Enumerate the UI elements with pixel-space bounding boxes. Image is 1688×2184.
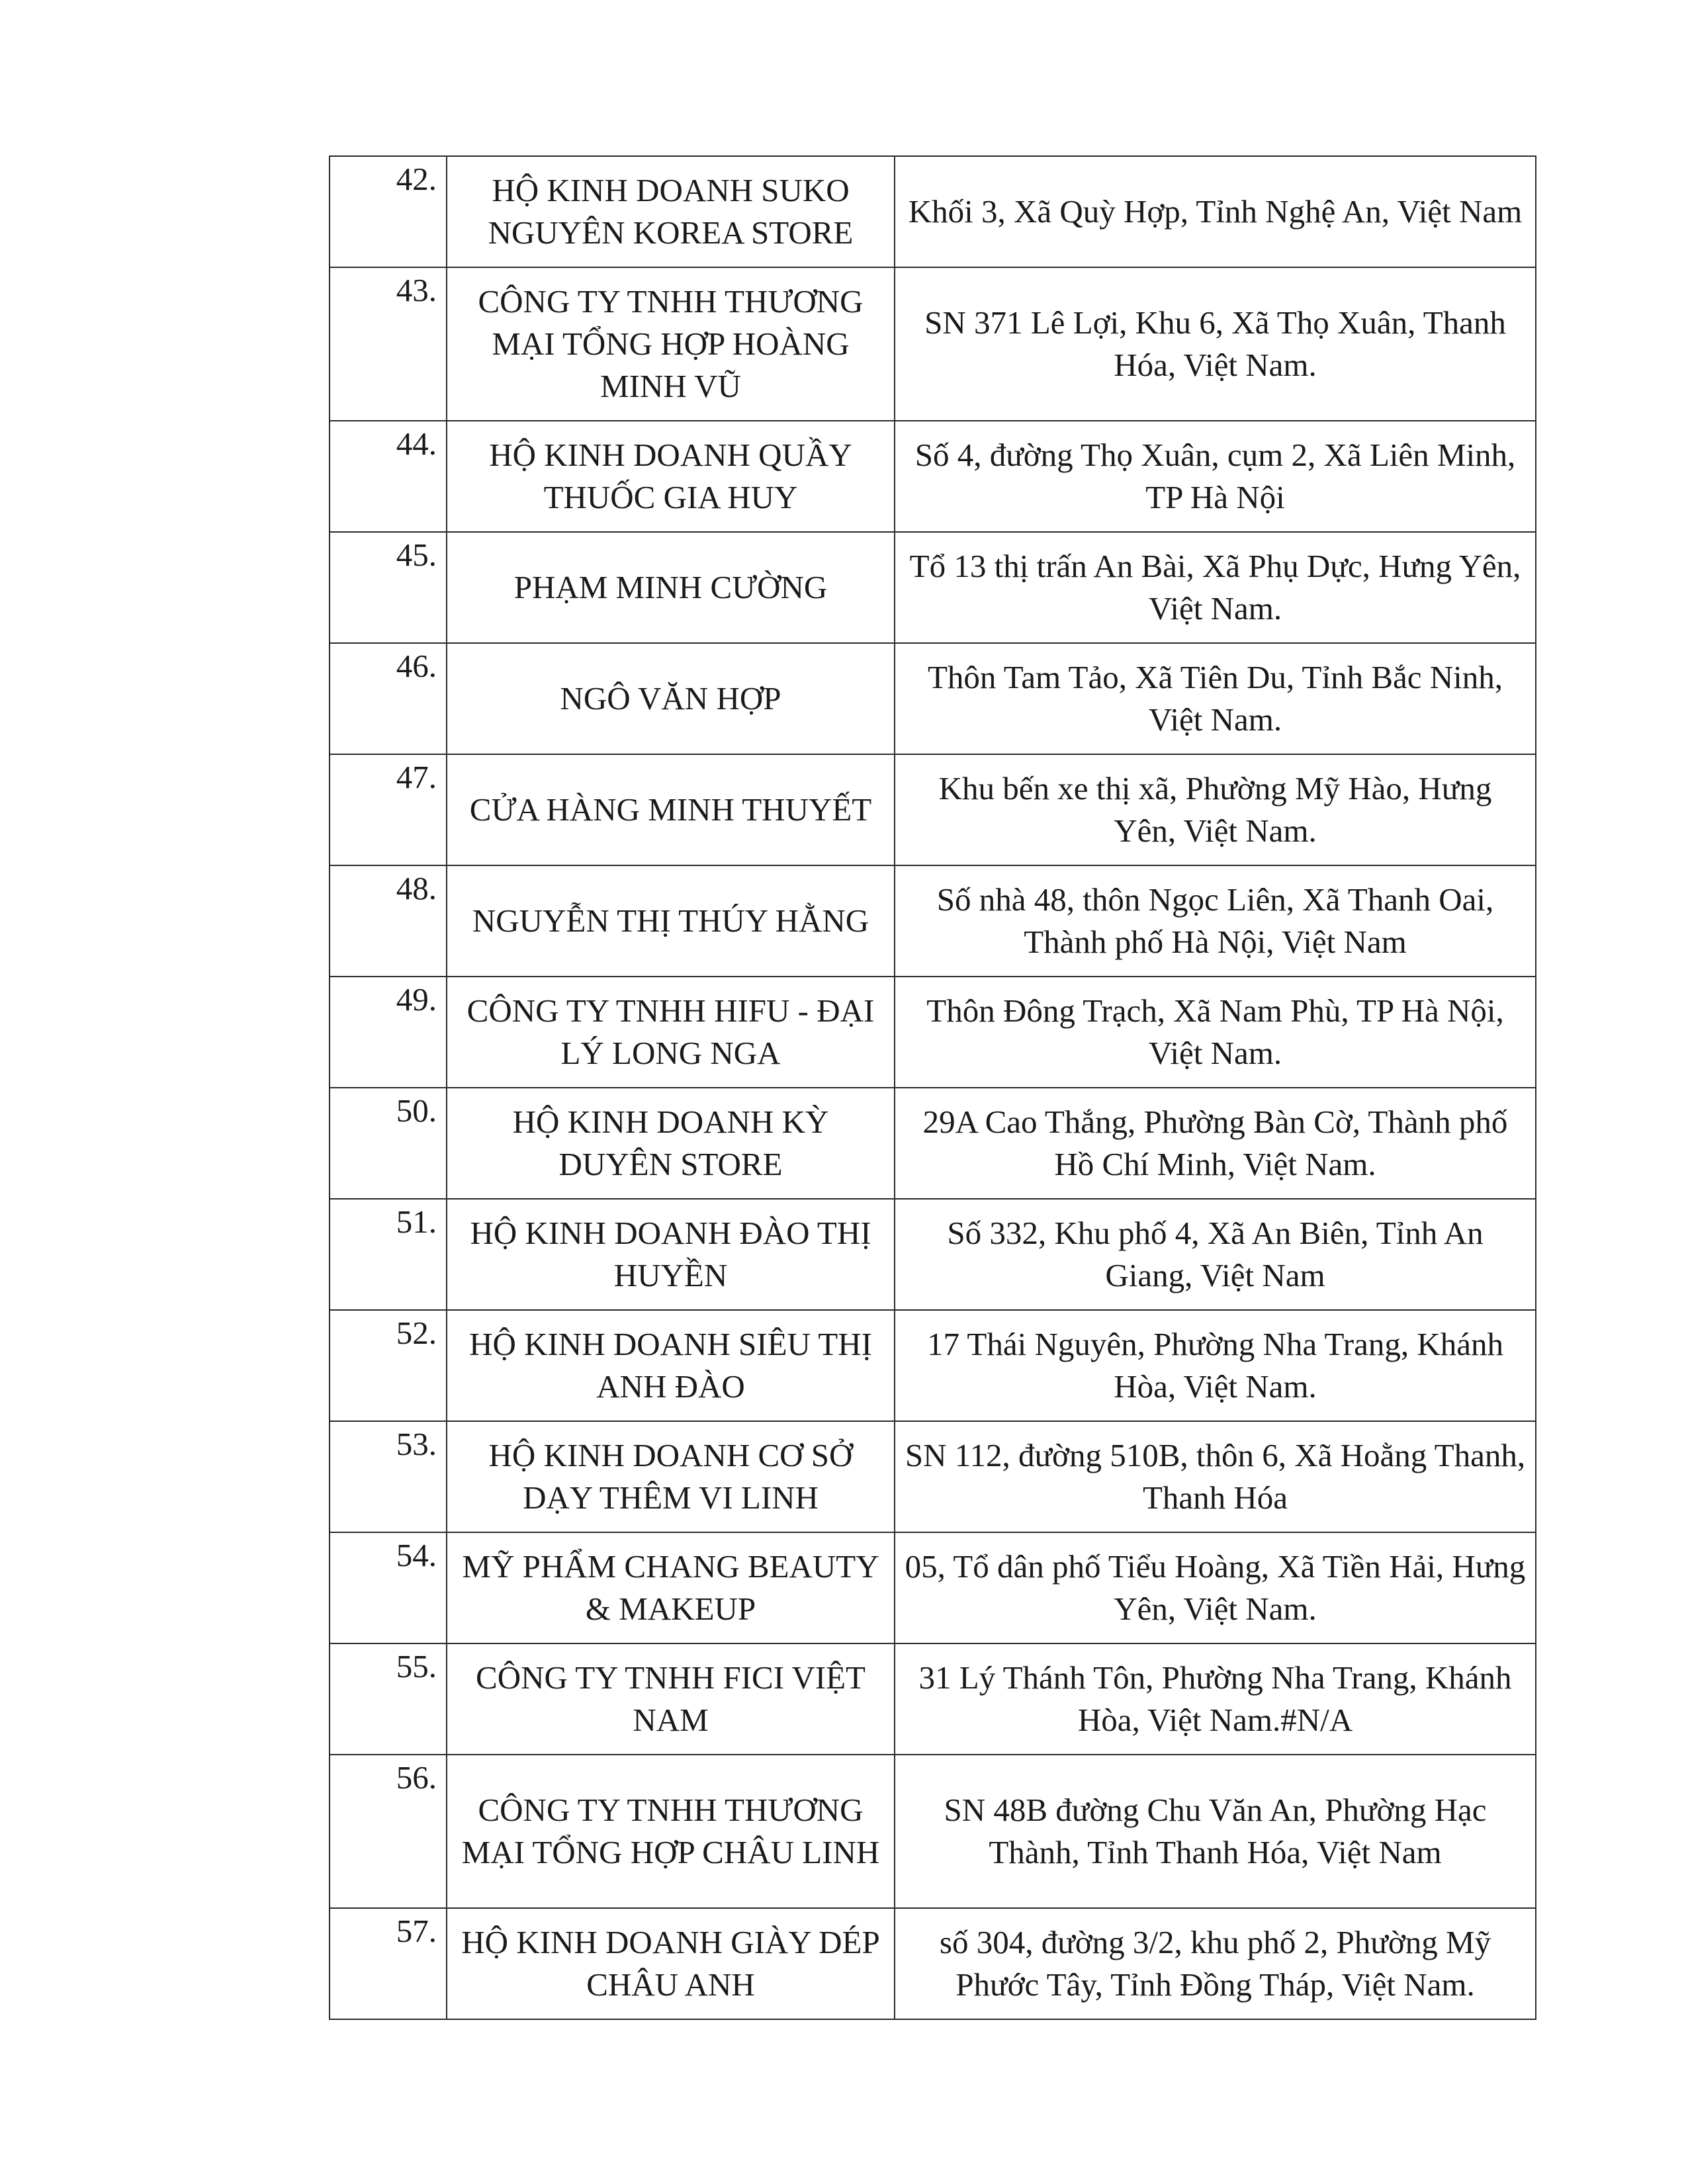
- table-row: [330, 643, 1536, 754]
- business-name: MỸ PHẨM CHANG BEAUTY & MAKEUP: [447, 1532, 895, 1643]
- table-row: [330, 267, 1536, 421]
- row-number: 52.: [330, 1310, 447, 1421]
- table-row: [330, 1199, 1536, 1310]
- business-address: Thôn Đông Trạch, Xã Nam Phù, TP Hà Nội, Việt Nam.: [895, 977, 1536, 1088]
- business-address: 29A Cao Thắng, Phường Bàn Cờ, Thành phố Hồ Chí Minh, Việt Nam.: [895, 1088, 1536, 1199]
- business-address: số 304, đường 3/2, khu phố 2, Phường Mỹ Phước Tây, Tỉnh Đồng Tháp, Việt Nam.: [895, 1908, 1536, 2019]
- business-address: 17 Thái Nguyên, Phường Nha Trang, Khánh Hòa, Việt Nam.: [895, 1310, 1536, 1421]
- row-number: 42.: [330, 156, 447, 267]
- table-row: [330, 865, 1536, 977]
- row-number: 57.: [330, 1908, 447, 2019]
- business-address: Số nhà 48, thôn Ngọc Liên, Xã Thanh Oai, Thành phố Hà Nội, Việt Nam: [895, 865, 1536, 977]
- business-name: HỘ KINH DOANH KỲ DUYÊN STORE: [447, 1088, 895, 1199]
- business-name: CỬA HÀNG MINH THUYẾT: [447, 754, 895, 865]
- business-address: Khối 3, Xã Quỳ Hợp, Tỉnh Nghệ An, Việt Nam: [895, 156, 1536, 267]
- table-row: [330, 421, 1536, 532]
- business-name: HỘ KINH DOANH CƠ SỞ DẠY THÊM VI LINH: [447, 1421, 895, 1532]
- business-address: SN 371 Lê Lợi, Khu 6, Xã Thọ Xuân, Thanh Hóa, Việt Nam.: [895, 267, 1536, 421]
- row-number: 46.: [330, 643, 447, 754]
- table-row: [330, 1643, 1536, 1755]
- business-address: Tổ 13 thị trấn An Bài, Xã Phụ Dực, Hưng Yên, Việt Nam.: [895, 532, 1536, 643]
- entity-table: [329, 155, 1536, 2020]
- business-name: HỘ KINH DOANH SUKO NGUYÊN KOREA STORE: [447, 156, 895, 267]
- row-number: 45.: [330, 532, 447, 643]
- business-name: HỘ KINH DOANH SIÊU THỊ ANH ĐÀO: [447, 1310, 895, 1421]
- business-address: Số 4, đường Thọ Xuân, cụm 2, Xã Liên Minh, TP Hà Nội: [895, 421, 1536, 532]
- row-number: 49.: [330, 977, 447, 1088]
- row-number: 48.: [330, 865, 447, 977]
- row-number: 51.: [330, 1199, 447, 1310]
- business-address: 05, Tổ dân phố Tiểu Hoàng, Xã Tiền Hải, Hưng Yên, Việt Nam.: [895, 1532, 1536, 1643]
- row-number: 47.: [330, 754, 447, 865]
- business-name: CÔNG TY TNHH THƯƠNG MẠI TỔNG HỢP HOÀNG MINH VŨ: [447, 267, 895, 421]
- business-address: Số 332, Khu phố 4, Xã An Biên, Tỉnh An Giang, Việt Nam: [895, 1199, 1536, 1310]
- table-row: [330, 1532, 1536, 1643]
- business-address: SN 48B đường Chu Văn An, Phường Hạc Thành, Tỉnh Thanh Hóa, Việt Nam: [895, 1755, 1536, 1908]
- business-name: NGUYỄN THỊ THÚY HẰNG: [447, 865, 895, 977]
- business-address: Khu bến xe thị xã, Phường Mỹ Hào, Hưng Yên, Việt Nam.: [895, 754, 1536, 865]
- row-number: 44.: [330, 421, 447, 532]
- table-row: [330, 1088, 1536, 1199]
- table-row: [330, 1908, 1536, 2019]
- business-name: CÔNG TY TNHH THƯƠNG MẠI TỔNG HỢP CHÂU LINH: [447, 1755, 895, 1908]
- table-row: [330, 1421, 1536, 1532]
- row-number: 43.: [330, 267, 447, 421]
- business-address: SN 112, đường 510B, thôn 6, Xã Hoằng Thanh, Thanh Hóa: [895, 1421, 1536, 1532]
- business-name: HỘ KINH DOANH ĐÀO THỊ HUYỀN: [447, 1199, 895, 1310]
- business-name: PHẠM MINH CƯỜNG: [447, 532, 895, 643]
- business-name: HỘ KINH DOANH QUẦY THUỐC GIA HUY: [447, 421, 895, 532]
- table-row: [330, 754, 1536, 865]
- business-name: NGÔ VĂN HỢP: [447, 643, 895, 754]
- table-row: [330, 977, 1536, 1088]
- table-row: [330, 532, 1536, 643]
- business-name: CÔNG TY TNHH FICI VIỆT NAM: [447, 1643, 895, 1755]
- table-row: [330, 1755, 1536, 1908]
- row-number: 55.: [330, 1643, 447, 1755]
- row-number: 54.: [330, 1532, 447, 1643]
- table-row: [330, 1310, 1536, 1421]
- business-address: Thôn Tam Tảo, Xã Tiên Du, Tỉnh Bắc Ninh, Việt Nam.: [895, 643, 1536, 754]
- business-address: 31 Lý Thánh Tôn, Phường Nha Trang, Khánh Hòa, Việt Nam.#N/A: [895, 1643, 1536, 1755]
- table-row: [330, 156, 1536, 267]
- row-number: 56.: [330, 1755, 447, 1908]
- business-name: CÔNG TY TNHH HIFU - ĐẠI LÝ LONG NGA: [447, 977, 895, 1088]
- business-name: HỘ KINH DOANH GIÀY DÉP CHÂU ANH: [447, 1908, 895, 2019]
- row-number: 50.: [330, 1088, 447, 1199]
- row-number: 53.: [330, 1421, 447, 1532]
